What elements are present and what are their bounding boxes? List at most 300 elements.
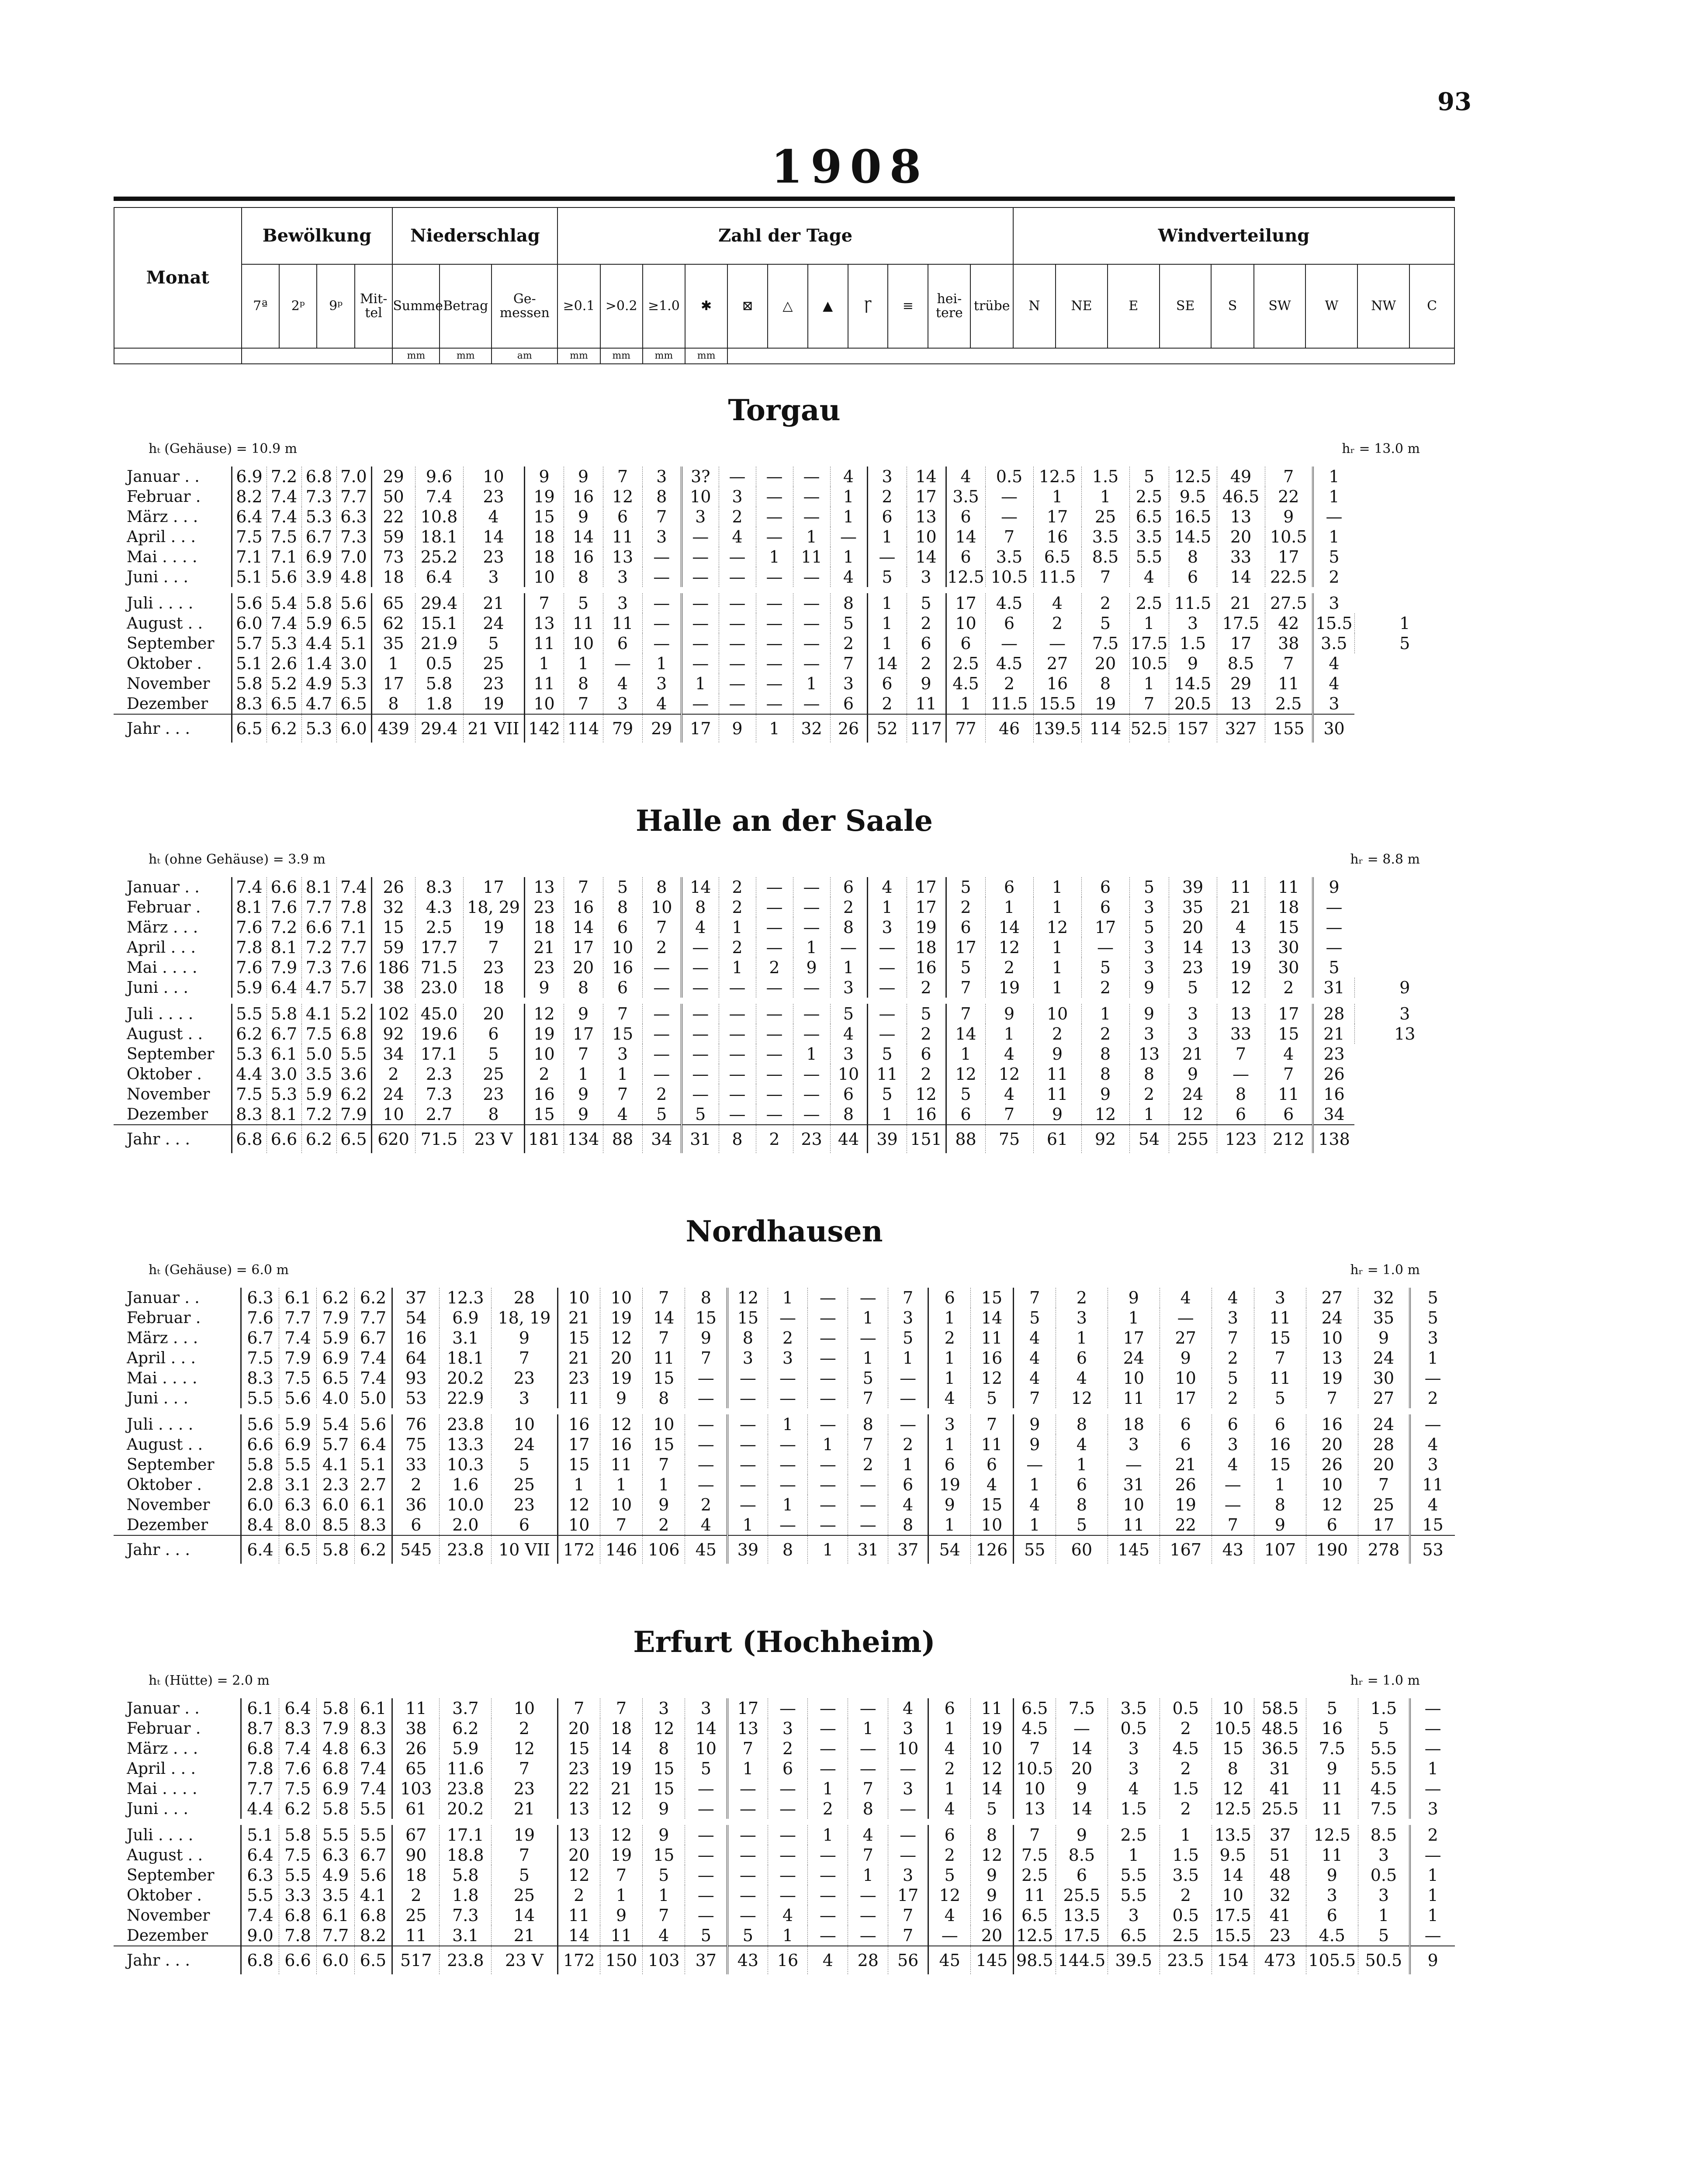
table-cell: 9 <box>643 1495 685 1515</box>
table-cell: 17 <box>946 937 985 957</box>
table-cell: 25 <box>392 1905 440 1925</box>
table-cell: 12.3 <box>440 1288 492 1308</box>
table-cell: — <box>682 613 719 633</box>
table-cell: — <box>793 653 830 674</box>
table-cell: 5.5 <box>317 1825 354 1845</box>
table-cell: 1 <box>793 1044 830 1064</box>
table-cell: 11 <box>643 1348 685 1368</box>
table-cell: 75 <box>392 1434 440 1455</box>
table-cell: 8.3 <box>354 1718 392 1738</box>
header-bewoelkung: Bewölkung <box>242 207 393 264</box>
table-row <box>114 1308 1455 1328</box>
table-cell: — <box>756 527 793 547</box>
table-cell: 6 <box>603 633 642 653</box>
unit-summe: mm <box>392 348 440 364</box>
table-cell: — <box>682 1064 719 1084</box>
table-cell: — <box>685 1475 727 1495</box>
table-cell: 17.1 <box>415 1044 463 1064</box>
table-cell: — <box>985 507 1033 527</box>
table-cell: 19.6 <box>415 1024 463 1044</box>
table-cell: 5.9 <box>301 613 336 633</box>
table-row <box>114 1759 1455 1779</box>
table-cell: 2 <box>1033 613 1081 633</box>
table-cell: 5.5 <box>1108 1865 1160 1885</box>
table-cell: 3.6 <box>336 1064 371 1084</box>
year-title: 1908 <box>771 140 929 194</box>
month-label: April . . . <box>127 528 196 546</box>
table-cell: 6 <box>928 1825 971 1845</box>
table-cell: 50 <box>371 487 415 507</box>
table-cell: 6 <box>492 1515 557 1535</box>
table-cell: 14 <box>971 1308 1013 1328</box>
table-cell: 7.5 <box>232 1084 267 1104</box>
table-cell: 8 <box>603 897 642 917</box>
table-cell: — <box>867 1024 907 1044</box>
table-row <box>114 1825 1455 1845</box>
table-cell: 114 <box>564 714 603 743</box>
month-label: Januar . . <box>127 878 200 896</box>
table-cell: 12 <box>907 1084 946 1104</box>
table-cell: — <box>682 567 719 587</box>
table-cell: 150 <box>600 1946 642 1974</box>
table-cell: 15 <box>1254 1328 1306 1348</box>
table-cell: 3.7 <box>440 1698 492 1718</box>
table-row <box>114 957 1455 978</box>
table-cell: 14 <box>1169 937 1217 957</box>
table-cell: 1 <box>1033 487 1081 507</box>
table-cell: 90 <box>392 1845 440 1865</box>
table-cell: 7 <box>1212 1515 1254 1535</box>
table-cell: 2 <box>719 507 756 527</box>
header-wind-c: C <box>1409 264 1454 348</box>
table-cell: 14 <box>1217 567 1265 587</box>
table-cell: — <box>727 1495 768 1515</box>
table-cell: 1 <box>1033 978 1081 998</box>
table-cell: — <box>682 937 719 957</box>
table-cell: 3.3 <box>279 1885 316 1905</box>
table-row <box>114 1084 1455 1104</box>
table-cell: 8 <box>768 1535 808 1564</box>
table-cell: 30 <box>1358 1368 1410 1388</box>
table-cell: 56 <box>888 1946 928 1974</box>
table-cell: — <box>768 1475 808 1495</box>
month-label: Juli . . . . <box>127 594 194 612</box>
table-row <box>114 547 1455 567</box>
table-cell: 7.6 <box>241 1308 279 1328</box>
table-cell: 5 <box>830 613 867 633</box>
table-cell: 5 <box>1129 917 1169 937</box>
table-cell: 11 <box>600 1925 642 1946</box>
table-cell: 1 <box>371 653 415 674</box>
table-cell: 19 <box>985 978 1033 998</box>
table-cell: 8.3 <box>241 1368 279 1388</box>
table-cell: 9 <box>564 467 603 487</box>
table-cell: 212 <box>1265 1125 1313 1153</box>
table-cell: — <box>727 1434 768 1455</box>
table-row <box>114 1004 1455 1024</box>
table-cell: 7.8 <box>241 1759 279 1779</box>
table-cell: 1 <box>793 527 830 547</box>
table-cell: 7.7 <box>317 1925 354 1946</box>
table-cell: 3? <box>682 467 719 487</box>
table-cell: 9 <box>1013 1434 1056 1455</box>
table-cell: 7.5 <box>279 1779 316 1799</box>
month-label: Januar . . <box>127 1289 200 1307</box>
table-cell: 6.5 <box>1013 1905 1056 1925</box>
table-cell: 1 <box>867 633 907 653</box>
header-wind-ne: NE <box>1056 264 1108 348</box>
table-cell: 2 <box>768 1328 808 1348</box>
table-cell: — <box>756 674 793 694</box>
table-cell: 23 <box>463 957 524 978</box>
table-cell: 4.3 <box>415 897 463 917</box>
header-ge01: ≥0.1 <box>557 264 600 348</box>
table-cell: 33 <box>1217 1024 1265 1044</box>
table-cell: 18, 29 <box>463 897 524 917</box>
table-cell: — <box>808 1698 848 1718</box>
table-cell: 1 <box>1033 877 1081 897</box>
table-cell: — <box>642 593 682 613</box>
table-cell: 20 <box>1081 653 1129 674</box>
table-cell: 5.5 <box>1358 1738 1410 1759</box>
table-cell: 106 <box>643 1535 685 1564</box>
table-cell: 7 <box>492 1759 557 1779</box>
table-cell: 13.5 <box>1056 1905 1108 1925</box>
table-cell: 5 <box>1081 957 1129 978</box>
table-cell: 5 <box>1254 1388 1306 1408</box>
table-cell: 5.5 <box>241 1885 279 1905</box>
table-cell: — <box>756 1104 793 1125</box>
table-cell: 13 <box>1013 1799 1056 1819</box>
table-cell: 17 <box>907 877 946 897</box>
table-cell: 5 <box>1410 1288 1455 1308</box>
table-cell: 5.9 <box>279 1414 316 1434</box>
table-cell: 105.5 <box>1306 1946 1358 1974</box>
table-cell: 21 <box>492 1799 557 1819</box>
table-cell: — <box>1212 1495 1254 1515</box>
table-cell: 4 <box>1129 567 1169 587</box>
table-cell: 2 <box>524 1064 564 1084</box>
header-truebe: trübe <box>970 264 1013 348</box>
table-cell: 3 <box>1056 1308 1108 1328</box>
table-cell: 1 <box>867 613 907 633</box>
table-cell: 16 <box>603 957 642 978</box>
table-cell: 6.5 <box>279 1535 316 1564</box>
table-cell: 9 <box>564 507 603 527</box>
table-cell: — <box>642 613 682 633</box>
header-b2: 2ᵖ <box>279 264 317 348</box>
table-cell: 1 <box>1410 1865 1455 1885</box>
table-cell: 2 <box>557 1885 600 1905</box>
table-cell: 3 <box>719 487 756 507</box>
table-cell: — <box>808 1738 848 1759</box>
table-cell: 139.5 <box>1033 714 1081 743</box>
table-cell: 14 <box>564 527 603 547</box>
table-cell: — <box>808 1515 848 1535</box>
table-cell: — <box>888 1368 928 1388</box>
table-cell: 20.2 <box>440 1799 492 1819</box>
table-cell: 38 <box>392 1718 440 1738</box>
table-cell: 5.5 <box>279 1865 316 1885</box>
table-cell: 6 <box>830 1084 867 1104</box>
table-cell: 2.5 <box>1160 1925 1212 1946</box>
table-cell: 21 <box>600 1779 642 1799</box>
table-cell: 50.5 <box>1358 1946 1410 1974</box>
table-cell: 2.5 <box>1129 593 1169 613</box>
table-cell: 5.7 <box>336 978 371 998</box>
table-row <box>114 1515 1455 1535</box>
table-cell: 17 <box>1217 633 1265 653</box>
table-cell: 3 <box>1358 1885 1410 1905</box>
table-cell: 8 <box>682 897 719 917</box>
table-cell: 5.8 <box>279 1825 316 1845</box>
table-cell: 7.4 <box>267 487 301 507</box>
month-label: Jahr . . . <box>114 1125 232 1153</box>
table-cell: 6.2 <box>267 714 301 743</box>
table-cell: 31 <box>1108 1475 1160 1495</box>
table-cell: 13 <box>524 877 564 897</box>
month-label: März . . . <box>127 1329 198 1347</box>
table-cell: 1 <box>848 1348 888 1368</box>
table-cell: 3 <box>1254 1288 1306 1308</box>
table-cell: — <box>685 1388 727 1408</box>
table-cell: 3 <box>492 1388 557 1408</box>
table-cell: 157 <box>1169 714 1217 743</box>
table-cell: 38 <box>371 978 415 998</box>
table-cell: 8 <box>1212 1759 1254 1779</box>
table-cell: 8.7 <box>241 1718 279 1738</box>
table-cell: 3 <box>642 467 682 487</box>
table-cell: 7.4 <box>232 877 267 897</box>
top-rule <box>114 197 1455 201</box>
table-cell: — <box>768 1698 808 1718</box>
month-label: Jahr . . . <box>114 1535 241 1564</box>
table-cell: 25 <box>463 1064 524 1084</box>
month-label: November <box>127 674 210 693</box>
table-cell: 18.1 <box>440 1348 492 1368</box>
table-cell: 11 <box>971 1328 1013 1348</box>
table-cell: 11.5 <box>985 694 1033 714</box>
table-cell: — <box>793 897 830 917</box>
table-cell: 151 <box>907 1125 946 1153</box>
table-cell: — <box>727 1388 768 1408</box>
table-cell: 4 <box>830 567 867 587</box>
table-cell: 2 <box>685 1495 727 1515</box>
table-cell: 6.1 <box>354 1698 392 1718</box>
table-cell: 29 <box>1217 674 1265 694</box>
table-cell: 4 <box>985 1044 1033 1064</box>
table-cell: — <box>867 937 907 957</box>
table-cell: 2.7 <box>354 1475 392 1495</box>
table-cell: 20 <box>1306 1434 1358 1455</box>
table-cell: 58.5 <box>1254 1698 1306 1718</box>
table-cell: 3 <box>867 467 907 487</box>
table-cell: 5 <box>1169 978 1217 998</box>
table-cell: 20 <box>1056 1759 1108 1779</box>
table-row <box>114 694 1455 714</box>
table-cell: 6.7 <box>354 1328 392 1348</box>
table-cell: 23.8 <box>440 1946 492 1974</box>
table-cell: 10 <box>1013 1779 1056 1799</box>
table-cell: 14 <box>971 1779 1013 1799</box>
table-cell: 67 <box>392 1825 440 1845</box>
table-cell: 1 <box>830 487 867 507</box>
table-cell: 5 <box>848 1368 888 1388</box>
month-label: Juli . . . . <box>127 1415 194 1434</box>
table-cell: 14 <box>492 1905 557 1925</box>
table-cell: 5 <box>1129 877 1169 897</box>
table-cell: 10.5 <box>1265 527 1313 547</box>
table-cell: 9 <box>1033 1104 1081 1125</box>
table-cell: 16 <box>564 487 603 507</box>
table-cell: 6.0 <box>241 1495 279 1515</box>
month-label: August . . <box>127 614 203 632</box>
table-cell: 12 <box>727 1288 768 1308</box>
table-cell: 9 <box>1129 1004 1169 1024</box>
table-cell: 14 <box>1056 1799 1108 1819</box>
table-cell: 1 <box>793 937 830 957</box>
table-cell: — <box>848 1328 888 1348</box>
table-cell: 8.5 <box>1056 1845 1108 1865</box>
table-cell: 8.3 <box>415 877 463 897</box>
table-cell: 8 <box>564 567 603 587</box>
table-cell: 6.5 <box>1033 547 1081 567</box>
table-cell: 15.5 <box>1313 613 1354 633</box>
table-cell: 36.5 <box>1254 1738 1306 1759</box>
table-cell: 6 <box>830 694 867 714</box>
table-cell: 4 <box>1033 593 1081 613</box>
table-cell: 7.5 <box>1013 1845 1056 1865</box>
station-height-raingauge: hᵣ = 13.0 m <box>1342 441 1420 456</box>
month-label: März . . . <box>127 1739 198 1758</box>
table-row <box>114 674 1455 694</box>
table-cell: 7.9 <box>317 1308 354 1328</box>
table-cell: 8.5 <box>1358 1825 1410 1845</box>
table-cell: 4 <box>1212 1455 1254 1475</box>
table-cell: 5.9 <box>301 1084 336 1104</box>
table-cell: 15 <box>1212 1738 1254 1759</box>
table-cell: 6.7 <box>301 527 336 547</box>
table-cell: 0.5 <box>1108 1718 1160 1738</box>
table-cell: 6.5 <box>336 1125 371 1153</box>
table-cell: — <box>1410 1738 1455 1759</box>
table-cell: 10 <box>888 1738 928 1759</box>
table-cell: 12 <box>1212 1779 1254 1799</box>
table-cell: 10 <box>557 1288 600 1308</box>
table-cell: 473 <box>1254 1946 1306 1974</box>
table-cell: 2 <box>642 937 682 957</box>
table-cell: 23 <box>557 1759 600 1779</box>
table-cell: 7.3 <box>301 487 336 507</box>
table-cell: 14 <box>682 877 719 897</box>
table-cell: 5.1 <box>336 633 371 653</box>
table-cell: — <box>719 1064 756 1084</box>
table-cell: 1 <box>768 1414 808 1434</box>
table-cell: 4 <box>888 1698 928 1718</box>
table-cell: 7.4 <box>267 507 301 527</box>
table-cell: 9 <box>1265 507 1313 527</box>
table-cell: 22.9 <box>440 1388 492 1408</box>
table-cell: — <box>848 1905 888 1925</box>
table-cell: — <box>642 1044 682 1064</box>
table-cell: 2 <box>985 957 1033 978</box>
table-cell: — <box>808 1368 848 1388</box>
station-table <box>114 467 1455 743</box>
table-cell: 9 <box>600 1388 642 1408</box>
table-row <box>114 897 1455 917</box>
year-total-row <box>114 1125 1455 1153</box>
table-cell: 4 <box>867 877 907 897</box>
table-cell: 4 <box>463 507 524 527</box>
table-cell: 14 <box>564 917 603 937</box>
table-cell: — <box>682 547 719 567</box>
table-cell: 28 <box>1358 1434 1410 1455</box>
table-cell: 7.5 <box>1306 1738 1358 1759</box>
table-cell: 10 <box>1306 1475 1358 1495</box>
table-cell: — <box>793 467 830 487</box>
table-cell: 1 <box>928 1308 971 1328</box>
table-cell: 11 <box>392 1698 440 1718</box>
table-cell: 1 <box>1354 613 1455 633</box>
table-cell: 4.9 <box>317 1865 354 1885</box>
table-cell: — <box>848 1885 888 1905</box>
table-cell: 7.3 <box>440 1905 492 1925</box>
table-cell: 8.1 <box>267 937 301 957</box>
month-label: Februar . <box>127 1719 201 1738</box>
table-cell: 21 <box>1313 1024 1354 1044</box>
table-row <box>114 1905 1455 1925</box>
table-cell: 22 <box>1160 1515 1212 1535</box>
table-cell: 32 <box>1254 1885 1306 1905</box>
table-cell: 6 <box>1056 1475 1108 1495</box>
table-cell: 6 <box>1081 877 1129 897</box>
table-cell: 14 <box>1056 1738 1108 1759</box>
table-cell: 6.5 <box>336 694 371 714</box>
table-cell: 6.0 <box>232 613 267 633</box>
table-row <box>114 917 1455 937</box>
table-cell: 11.5 <box>1033 567 1081 587</box>
table-cell: — <box>848 1698 888 1718</box>
table-cell: 13 <box>1354 1024 1455 1044</box>
table-cell: — <box>719 593 756 613</box>
table-cell: 6.5 <box>1129 507 1169 527</box>
table-cell: 7 <box>642 917 682 937</box>
table-cell: — <box>808 1925 848 1946</box>
table-cell: 8 <box>1081 1064 1129 1084</box>
table-cell: 7 <box>643 1328 685 1348</box>
table-cell: 10 <box>682 487 719 507</box>
table-cell: 2 <box>392 1475 440 1495</box>
table-cell: 21 <box>524 937 564 957</box>
table-cell: 5.3 <box>232 1044 267 1064</box>
table-cell: 2 <box>1313 567 1354 587</box>
table-cell: 3 <box>727 1348 768 1368</box>
table-cell: 14 <box>907 467 946 487</box>
table-row <box>114 1064 1455 1084</box>
table-cell: 1 <box>1410 1759 1455 1779</box>
table-cell: — <box>642 1004 682 1024</box>
table-cell: 10 <box>524 567 564 587</box>
table-cell: 6.5 <box>317 1368 354 1388</box>
table-cell: 5.7 <box>317 1434 354 1455</box>
table-cell: 0.5 <box>985 467 1033 487</box>
table-cell: 8 <box>971 1825 1013 1845</box>
table-cell: 1 <box>1033 957 1081 978</box>
table-cell: 10 <box>371 1104 415 1125</box>
header-heitere: hei-tere <box>928 264 970 348</box>
table-cell: 8 <box>1217 1084 1265 1104</box>
table-cell: 19 <box>524 487 564 507</box>
